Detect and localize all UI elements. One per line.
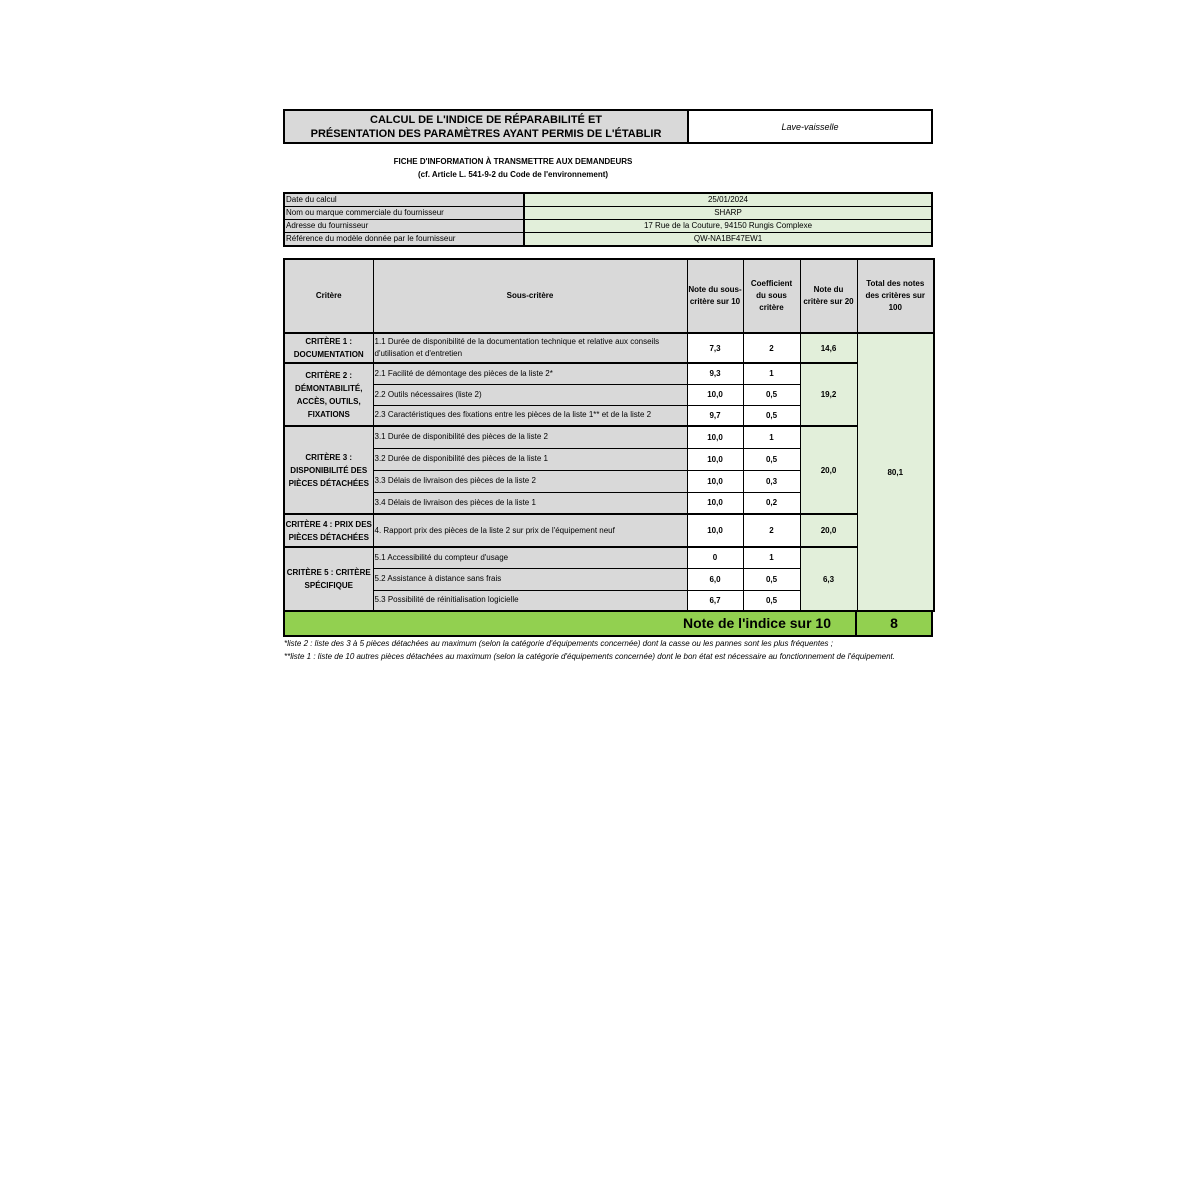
sub-criterion-label: 3.2 Durée de disponibilité des pièces de la liste 1 [373,448,687,470]
header-title-line1: CALCUL DE L'INDICE DE RÉPARABILITÉ ET [370,113,602,126]
col-header-total: Total des notes des critères sur 100 [857,259,934,333]
criterion-4-name: CRITÈRE 4 : PRIX DES PIÈCES DÉTACHÉES [284,514,373,547]
sheet-subtitle-line2: (cf. Article L. 541-9-2 du Code de l'environnement) [417,170,609,179]
criterion-2-score: 19,2 [800,363,857,426]
sub-criterion-note: 9,7 [687,405,743,426]
table-row [284,363,934,384]
info-label: Nom ou marque commerciale du fournisseur [285,207,525,219]
sub-criterion-note: 7,3 [687,333,743,363]
info-value: 25/01/2024 [525,194,931,206]
sub-criterion-coef: 0,5 [743,568,800,590]
info-value: QW-NA1BF47EW1 [525,233,931,245]
table-row [284,426,934,448]
sub-criterion-label: 2.2 Outils nécessaires (liste 2) [373,384,687,405]
table-row [284,514,934,547]
supplier-info-table [283,192,933,247]
sub-criterion-note: 6,7 [687,590,743,611]
header-box [283,109,933,144]
sub-criterion-label: 2.1 Facilité de démontage des pièces de la liste 2* [373,363,687,384]
sub-criterion-label: 5.3 Possibilité de réinitialisation logicielle [373,590,687,611]
sheet-subtitle-line1: FICHE D'INFORMATION À TRANSMETTRE AUX DEMANDEURS [393,157,633,166]
sub-criterion-note: 10,0 [687,426,743,448]
info-label: Adresse du fournisseur [285,220,525,232]
info-row-brand [285,207,931,220]
final-index-label: Note de l'indice sur 10 [285,612,857,635]
footnote-liste-2: *liste 2 : liste des 3 à 5 pièces détachées au maximum (selon la catégorie d'équipements concernée) dont la casse ou les pannes sont les plus fréquentes ; [284,639,833,648]
criterion-3-score: 20,0 [800,426,857,514]
sub-criterion-coef: 0,5 [743,448,800,470]
col-header-note-critere: Note du critère sur 20 [800,259,857,333]
col-header-coef: Coefficient du sous critère [743,259,800,333]
table-header-row [284,259,934,333]
total-score-100: 80,1 [857,333,934,611]
sub-criterion-note: 10,0 [687,514,743,547]
sub-criterion-label: 1.1 Durée de disponibilité de la documentation technique et relative aux conseils d'utilisation et d'entretien [373,333,687,363]
sub-criterion-note: 6,0 [687,568,743,590]
criterion-5-score: 6,3 [800,547,857,611]
info-label: Référence du modèle donnée par le fournisseur [285,233,525,245]
sub-criterion-label: 4. Rapport prix des pièces de la liste 2 sur prix de l'équipement neuf [373,514,687,547]
sub-criterion-note: 10,0 [687,492,743,514]
footnote-liste-1: **liste 1 : liste de 10 autres pièces détachées au maximum (selon la catégorie d'équipements concernée) dont le bon état est nécessaire au fonctionnement de l'équipement. [284,651,895,661]
sub-criterion-coef: 1 [743,426,800,448]
sub-criterion-coef: 1 [743,547,800,568]
sub-criterion-label: 3.3 Délais de livraison des pièces de la liste 2 [373,470,687,492]
criterion-5-name: CRITÈRE 5 : CRITÈRE SPÉCIFIQUE [284,547,373,611]
sub-criterion-note: 10,0 [687,384,743,405]
sub-criterion-label: 2.3 Caractéristiques des fixations entre les pièces de la liste 1** et de la liste 2 [373,405,687,426]
final-index-bar [283,610,933,637]
col-header-note-sous: Note du sous-critère sur 10 [687,259,743,333]
sub-criterion-note: 10,0 [687,470,743,492]
sub-criterion-coef: 0,5 [743,590,800,611]
sub-criterion-coef: 0,5 [743,384,800,405]
criterion-3-name: CRITÈRE 3 : DISPONIBILITÉ DES PIÈCES DÉTACHÉES [284,426,373,514]
header-title-line2: PRÉSENTATION DES PARAMÈTRES AYANT PERMIS DE L'ÉTABLIR [310,127,662,140]
sub-criterion-note: 9,3 [687,363,743,384]
sub-criterion-coef: 2 [743,333,800,363]
criterion-4-score: 20,0 [800,514,857,547]
table-row [284,333,934,363]
sub-criterion-note: 10,0 [687,448,743,470]
info-row-date [285,194,931,207]
sub-criterion-coef: 0,5 [743,405,800,426]
final-index-value: 8 [890,615,898,631]
sub-criterion-label: 3.4 Délais de livraison des pièces de la liste 1 [373,492,687,514]
sub-criterion-label: 5.2 Assistance à distance sans frais [373,568,687,590]
header-title [285,111,689,142]
criterion-1-score: 14,6 [800,333,857,363]
sub-criterion-coef: 2 [743,514,800,547]
info-value: SHARP [525,207,931,219]
sub-criterion-note: 0 [687,547,743,568]
sub-criterion-label: 3.1 Durée de disponibilité des pièces de la liste 2 [373,426,687,448]
info-value: 17 Rue de la Couture, 94150 Rungis Complexe [525,220,931,232]
sub-criterion-label: 5.1 Accessibilité du compteur d'usage [373,547,687,568]
table-row [284,547,934,568]
sheet-subtitle [283,155,743,181]
info-label: Date du calcul [285,194,525,206]
repairability-score-table [283,258,935,612]
col-header-critere: Critère [284,259,373,333]
sub-criterion-coef: 0,2 [743,492,800,514]
col-header-sous-critere: Sous-critère [373,259,687,333]
info-row-model [285,233,931,245]
info-row-address [285,220,931,233]
footnotes [284,638,914,663]
criterion-2-name: CRITÈRE 2 : DÉMONTABILITÉ, ACCÈS, OUTILS, FIXATIONS [284,363,373,426]
product-type: Lave-vaisselle [781,121,839,132]
sub-criterion-coef: 1 [743,363,800,384]
sub-criterion-coef: 0,3 [743,470,800,492]
criterion-1-name: CRITÈRE 1 : DOCUMENTATION [284,333,373,363]
